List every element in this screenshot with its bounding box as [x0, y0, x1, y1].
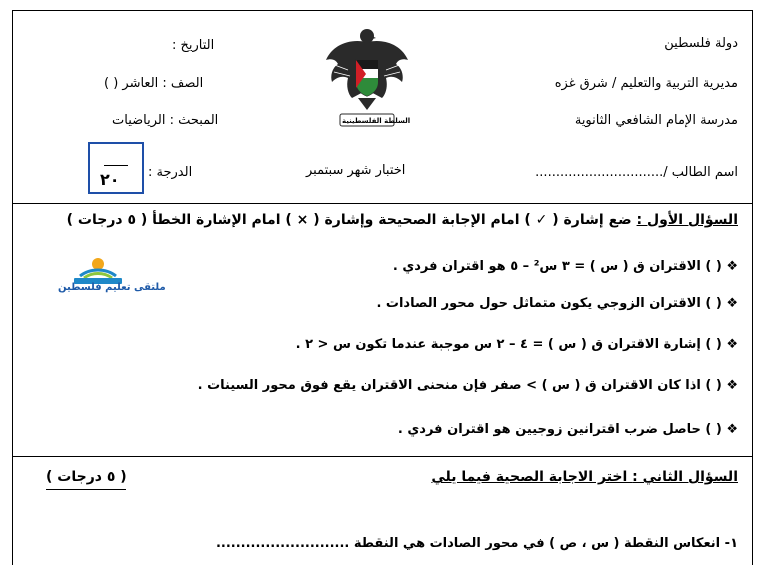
emblem-caption: السلطة الفلسطينية: [342, 117, 411, 125]
grade-total: ٢٠: [100, 170, 120, 189]
question-1-item-4: ❖ ( ) اذا كان الاقتران ق ( س ) > صفر فإن منحنى الاقتران يقع فوق محور السينات .: [197, 378, 738, 393]
date-label: التاريخ :: [172, 38, 215, 53]
logo-text: ملتقى تعليم فلسطين: [58, 282, 166, 293]
student-name-field: اسم الطالب /...............................: [535, 165, 738, 180]
question-1-item-3: ❖ ( ) إشارة الاقتران ق ( س ) = ٤ – ٢ س موجبة عندما تكون س < ٢ .: [295, 337, 738, 352]
question-1-label: السؤال الأول :: [636, 212, 738, 228]
question-2-instructions: اختر الاجابة الصحية فيما يلي: [431, 469, 633, 485]
directorate-name: مديرية التربية والتعليم / شرق غزه: [554, 76, 738, 91]
question-1-title: [67, 212, 738, 228]
question-1-item-5: ❖ ( ) حاصل ضرب اقترانين زوجيين هو اقتران فردي .: [397, 422, 738, 437]
question-1-item-1: ❖ ( ) الاقتران ق ( س ) = ٣ س² – ٥ هو اقتران فردي .: [392, 259, 738, 274]
class-label: الصف : العاشر ( ): [104, 76, 204, 91]
palestine-eagle-emblem: [318, 20, 416, 130]
question-2-points-underline: [46, 489, 126, 490]
question-1-item-2: ❖ ( ) الاقتران الزوجي يكون متماثل حول محور الصادات .: [376, 296, 738, 311]
question-2-title: [431, 469, 738, 485]
question-2-item-1: ١- انعكاس النقطة ( س ، ص ) في محور الصادات هي النقطة ...........................: [215, 536, 738, 551]
grade-label: الدرجة :: [148, 165, 193, 180]
question-2-points: ( ٥ درجات ): [46, 469, 127, 485]
exam-title: اختبار شهر سبتمبر: [306, 163, 406, 178]
school-name: مدرسة الإمام الشافعي الثانوية: [574, 113, 738, 128]
question-separator: [12, 456, 753, 457]
question-2-label: السؤال الثاني :: [632, 469, 738, 485]
question-1-instructions: ضع إشارة ( ✓ ) امام الإجابة الصحيحة وإشارة ( × ) امام الإشارة الخطأ ( ٥ درجات ): [66, 212, 637, 228]
state-name: دولة فلسطين: [664, 36, 738, 51]
subject-label: المبحث : الرياضيات: [112, 113, 219, 128]
header-separator: [12, 203, 753, 204]
grade-fraction-line: [104, 165, 128, 166]
